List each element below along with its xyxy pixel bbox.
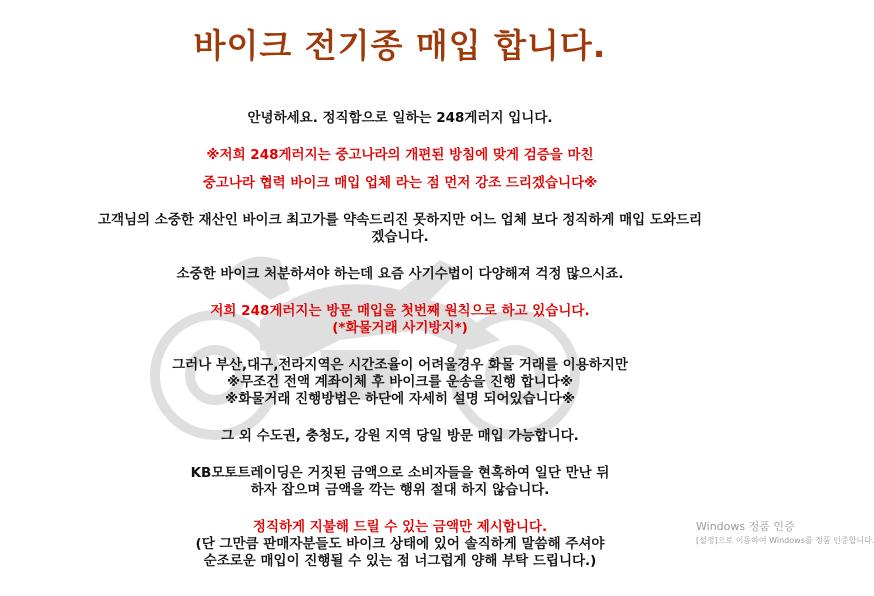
verification-notice-line1: ※저희 248게러지는 중고나라의 개편된 방침에 맞게 검증을 마친 [206,147,594,163]
freight-region-text: 그러나 부산,대구,전라지역은 시간조율이 어려울경우 화물 거래를 이용하지만 [172,357,628,373]
honesty-text-line1: KB모토트레이딩은 거짓된 금액으로 소비자들을 현혹하여 일단 만난 뒤 [190,465,610,481]
fraud-concern-text: 소중한 바이크 처분하셔야 하는데 요즘 사기수법이 다양해져 걱정 많으시죠. [176,266,624,282]
windows-activation-subtitle: [설정]으로 이동하여 Windows를 정품 인증합니다. [696,536,874,545]
seller-request-line2: 순조로운 매입이 진행될 수 있는 점 너그럽게 양해 부탁 드립니다.) [203,553,597,569]
fair-price-text: 정직하게 지불해 드릴 수 있는 금액만 제시합니다. [252,519,548,535]
honesty-text-line2: 하자 잡으며 금액을 깍는 행위 절대 하지 않습니다. [250,482,550,498]
visit-principle-text: 저희 248게러지는 방문 매입을 첫번째 원칙으로 하고 있습니다. [210,303,590,319]
promise-text-line1: 고객님의 소중한 재산인 바이크 최고가를 약속드리진 못하지만 어느 업체 보다 정직하게 매입 도와드리 [97,212,703,228]
fraud-prevention-text: (*화물거래 사기방지*) [332,320,468,336]
verification-notice-line2: 중고나라 협력 바이크 매입 업체 라는 점 먼저 강조 드리겠습니다※ [202,175,598,191]
same-day-visit-text: 그 외 수도권, 충청도, 강원 지역 당일 방문 매입 가능합니다. [221,428,579,444]
seller-request-line1: (단 그만큼 판매자분들도 바이크 상태에 있어 솔직하게 말씀해 주셔야 [195,536,605,552]
freight-transfer-text: ※무조건 전액 계좌이체 후 바이크를 운송을 진행 합니다※ [226,374,574,390]
windows-activation-notice [696,520,874,548]
promise-text-line2: 겠습니다. [371,229,429,245]
greeting-text: 안녕하세요. 정직함으로 일하는 248게러지 입니다. [247,110,553,126]
freight-method-text: ※화물거래 진행방법은 하단에 자세히 설명 되어있습니다※ [225,391,575,407]
windows-activation-title: Windows 정품 인증 [696,520,795,533]
page-title: 바이크 전기종 매입 합니다. [193,26,607,65]
